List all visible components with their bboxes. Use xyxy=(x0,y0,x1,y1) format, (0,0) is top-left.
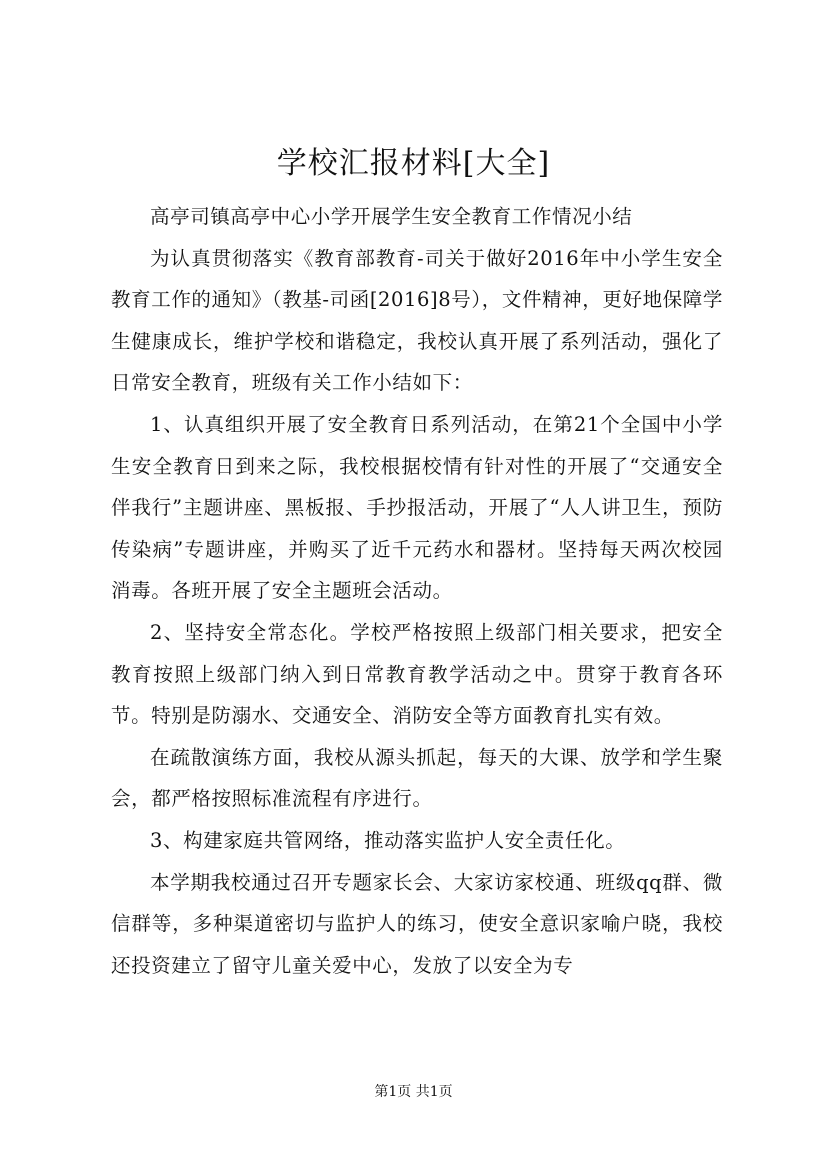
page-number-footer: 第1页 共1页 xyxy=(374,1084,453,1100)
paragraph: 1、认真组织开展了安全教育日系列活动，在第21个全国中小学生安全教育日到来之际，我校根据校情有针对性的开展了“交通安全伴我行”主题讲座、黑板报、手抄报活动，开展了“人人讲卫生，预防传染病”专题讲座，并购买了近千元药水和器材。坚持每天两次校园消毒。各班开展了安全主题班会活动。 xyxy=(111,412,723,603)
paragraph: 3、构建家庭共管网络，推动落实监护人安全责任化。 xyxy=(150,828,626,852)
paragraph: 为认真贯彻落实《教育部教育-司关于做好2016年中小学生安全教育工作的通知》（教基-司函[2016]8号），文件精神，更好地保障学生健康成长，维护学校和谐稳定，我校认真开展了系列活动，强化了日常安全教育，班级有关工作小结如下： xyxy=(111,246,723,395)
paragraph: 2、坚持安全常态化。学校严格按照上级部门相关要求，把安全教育按照上级部门纳入到日常教育教学活动之中。贯穿于教育各环节。特别是防溺水、交通安全、消防安全等方面教育扎实有效。 xyxy=(111,620,723,728)
document-body xyxy=(111,196,723,986)
paragraph: 在疏散演练方面，我校从源头抓起，每天的大课、放学和学生聚会，都严格按照标准流程有序进行。 xyxy=(111,745,723,811)
paragraph: 本学期我校通过召开专题家长会、大家访家校通、班级qq群、微信群等，多种渠道密切与监护人的练习，使安全意识家喻户晓，我校还投资建立了留守儿童关爱中心，发放了以安全为专 xyxy=(111,870,723,977)
document-title: 学校汇报材料[大全] xyxy=(276,146,551,181)
document-subtitle: 高亭司镇高亭中心小学开展学生安全教育工作情况小结 xyxy=(150,205,633,228)
